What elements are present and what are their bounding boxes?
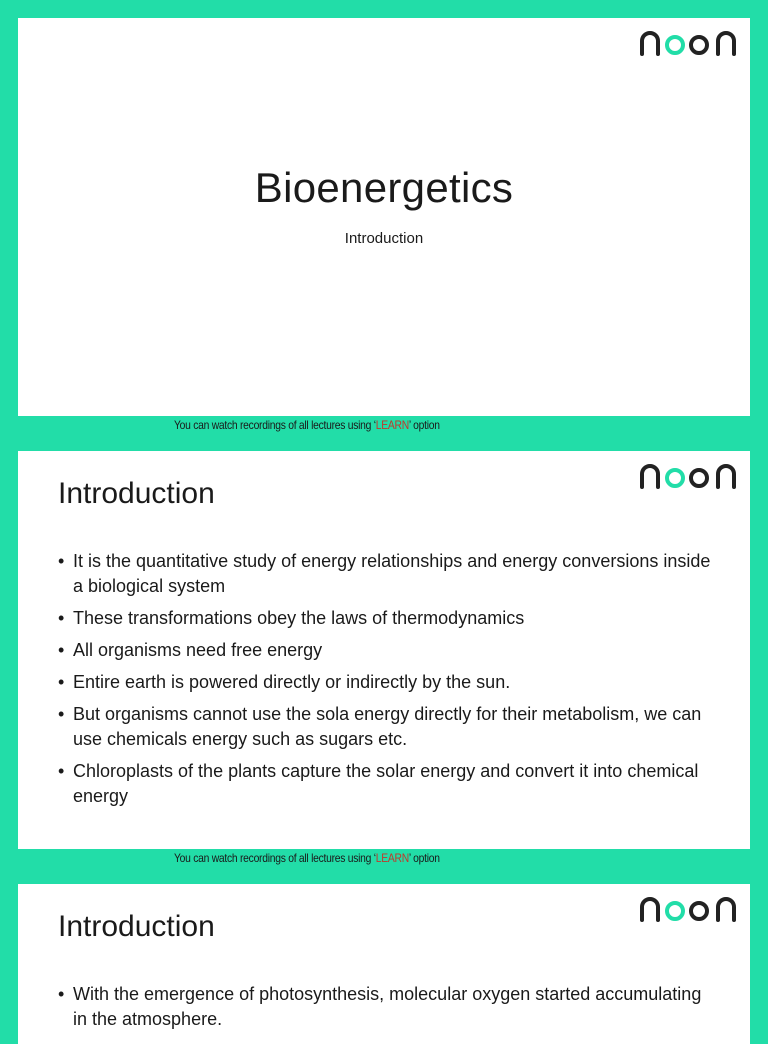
neon-logo xyxy=(638,26,746,60)
caption-suffix: ’ option xyxy=(408,418,440,432)
bullet-list xyxy=(58,982,718,1039)
neon-logo xyxy=(638,892,746,926)
bullet-item: • Entire earth is powered directly or indirectly by the sun. xyxy=(58,670,718,695)
slide-heading: Introduction xyxy=(58,910,215,943)
learn-highlight: LEARN xyxy=(375,418,409,432)
bullet-item: • These transformations obey the laws of thermodynamics xyxy=(58,606,718,631)
slide-heading: Introduction xyxy=(58,477,215,510)
caption-prefix: You can watch recordings of all lectures using ‘ xyxy=(174,418,376,432)
slide-subtitle: Introduction xyxy=(344,230,424,247)
learn-caption xyxy=(174,418,440,432)
introduction-slide xyxy=(18,451,750,849)
caption-prefix: You can watch recordings of all lectures using ‘ xyxy=(174,851,376,865)
bullet-item: • All organisms need free energy xyxy=(58,638,718,663)
bullet-item: • Chloroplasts of the plants capture the solar energy and convert it into chemical energy xyxy=(58,759,718,809)
introduction-slide-continued xyxy=(18,884,750,1044)
learn-highlight: LEARN xyxy=(375,851,409,865)
learn-caption xyxy=(174,851,440,865)
title-slide xyxy=(18,18,750,416)
slide-title: Bioenergetics xyxy=(254,164,514,211)
bullet-list xyxy=(58,549,718,816)
caption-suffix: ’ option xyxy=(408,851,440,865)
neon-logo xyxy=(638,459,746,493)
bullet-item: • With the emergence of photosynthesis, molecular oxygen started accumulating in the atmosphere. xyxy=(58,982,718,1032)
bullet-item: • But organisms cannot use the sola energy directly for their metabolism, we can use chemicals energy such as sugars etc. xyxy=(58,702,718,752)
bullet-item: • It is the quantitative study of energy relationships and energy conversions inside a biological system xyxy=(58,549,718,599)
